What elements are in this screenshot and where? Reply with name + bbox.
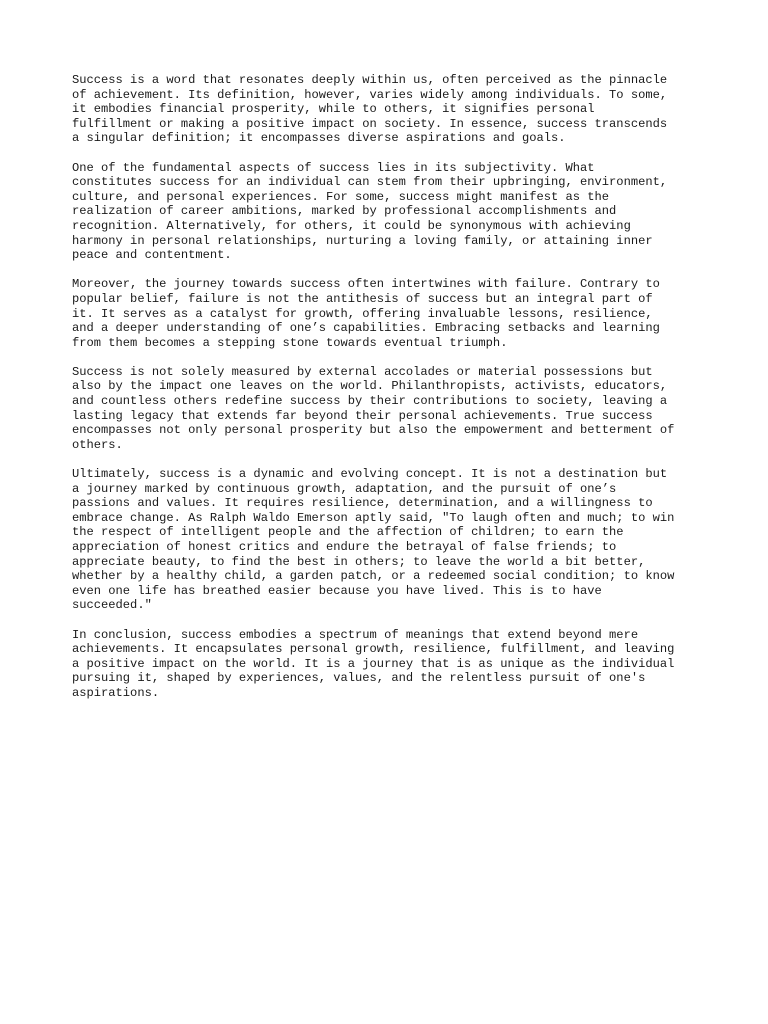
document-page	[72, 73, 702, 715]
paragraph-2: One of the fundamental aspects of success lies in its subjectivity. What constitutes success for an individual can stem from their upbringing, environment, culture, and personal experiences. For some, success might manifest as the realization of career ambitions, marked by professional accomplishments and recognition. Alternatively, for others, it could be synonymous with achieving harmony in personal relationships, nurturing a loving family, or attaining inner peace and contentment.	[72, 160, 668, 263]
paragraph-4: Success is not solely measured by external accolades or material possessions but also by the impact one leaves on the world. Philanthropists, activists, educators, and countless others redefine success by their contributions to society, leaving a lasting legacy that extends far beyond their personal achievements. True success encompasses not only personal prosperity but also the empowerment and betterment of others.	[72, 364, 675, 452]
paragraph-6: In conclusion, success embodies a spectrum of meanings that extend beyond mere achievements. It encapsulates personal growth, resilience, fulfillment, and leaving a positive impact on the world. It is a journey that is as unique as the individual pursuing it, shaped by experiences, values, and the relentless pursuit of one's aspirations.	[72, 627, 675, 700]
paragraph-3: Moreover, the journey towards success often intertwines with failure. Contrary to popular belief, failure is not the antithesis of success but an integral part of it. It serves as a catalyst for growth, offering invaluable lessons, resilience, and a deeper understanding of one’s capabilities. Embracing setbacks and learning from them becomes a stepping stone towards eventual triumph.	[72, 277, 660, 350]
paragraph-1: Success is a word that resonates deeply within us, often perceived as the pinnacle of achievement. Its definition, however, varies widely among individuals. To some, it embodies financial prosperity, while to others, it signifies personal fulfillment or making a positive impact on society. In essence, success transcends a singular definition; it encompasses diverse aspirations and goals.	[72, 73, 668, 146]
paragraph-5: Ultimately, success is a dynamic and evolving concept. It is not a destination but a journey marked by continuous growth, adaptation, and the pursuit of one’s passions and values. It requires resilience, determination, and a willingness to embrace change. As Ralph Waldo Emerson aptly said, "To laugh often and much; to win the respect of intelligent people and the affection of children; to earn the appreciation of honest critics and endure the betrayal of false friends; to appreciate beauty, to find the best in others; to leave the world a bit better, whether by a healthy child, a garden patch, or a redeemed social condition; to know even one life has breathed easier because you have lived. This is to have succeeded."	[72, 467, 675, 613]
